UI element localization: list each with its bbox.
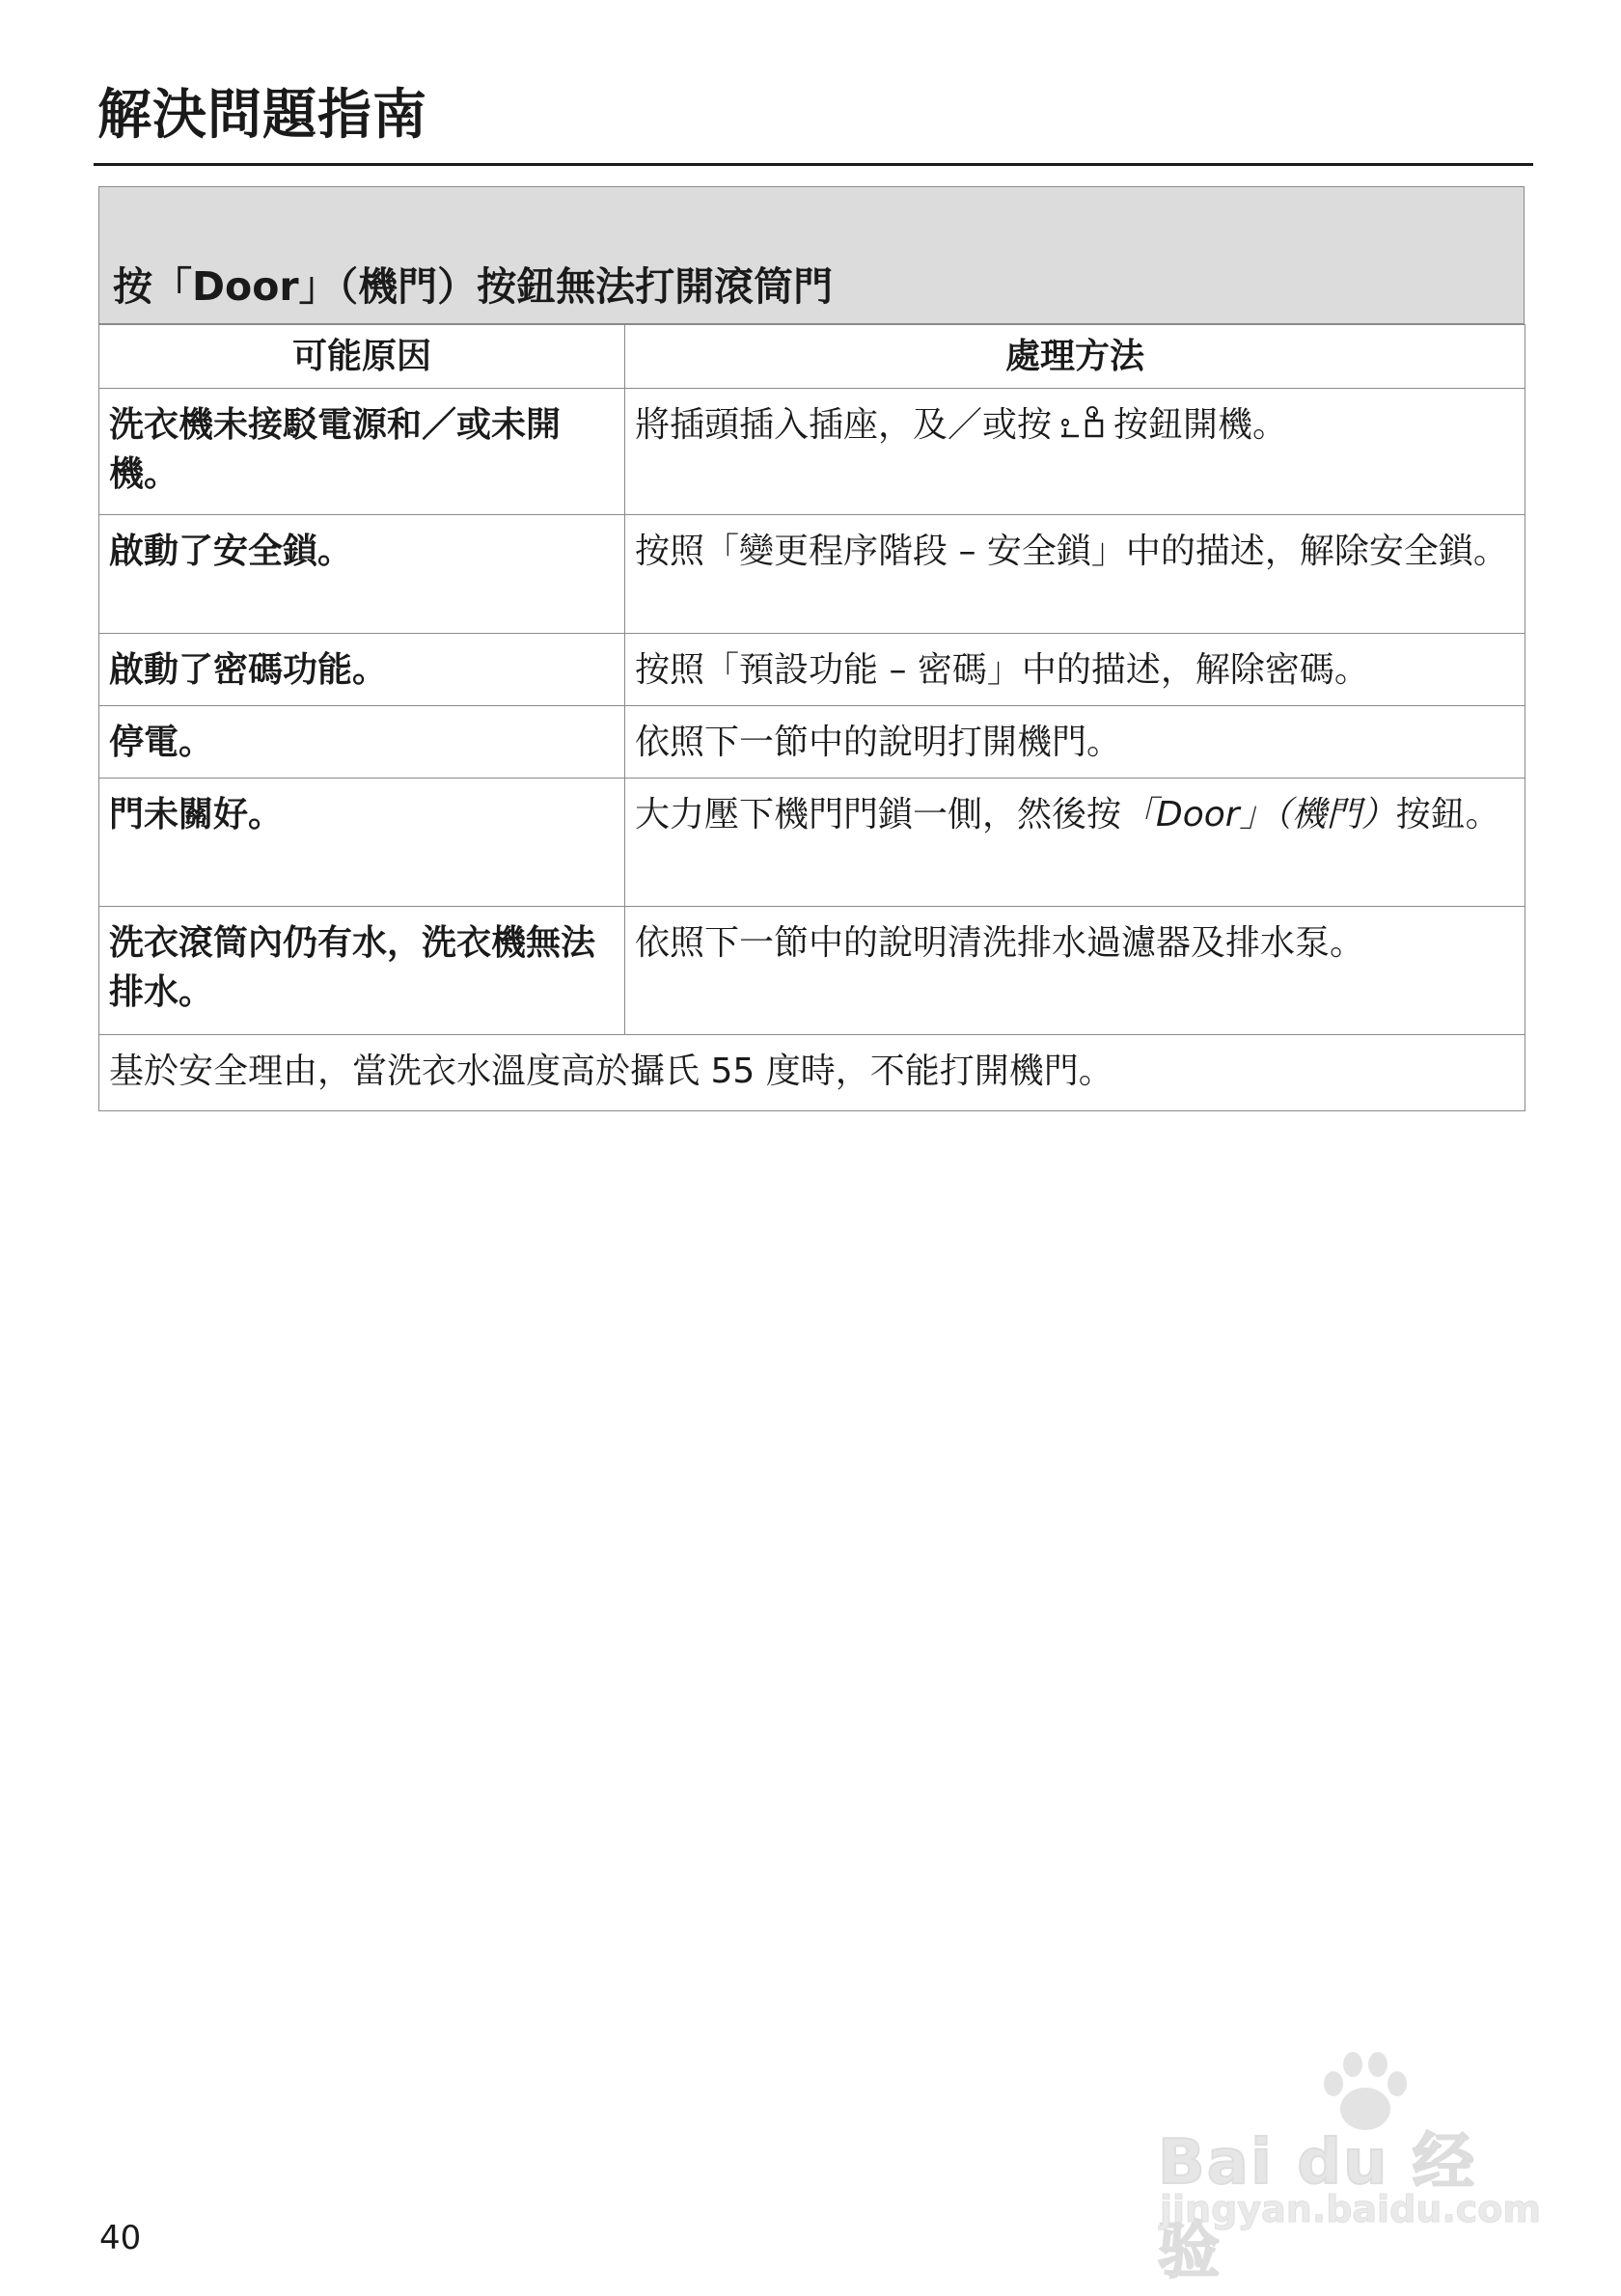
remedy-text-suffix: 按鈕開機。 <box>1113 405 1288 445</box>
remedy-text-suffix: 按鈕。 <box>1395 795 1500 834</box>
page-title: 解決問題指南 <box>97 84 427 147</box>
watermark-url: jingyan.baidu.com <box>1160 2188 1541 2230</box>
section-heading: 按「Door」（機門）按鈕無法打開滾筒門 <box>113 263 834 310</box>
remedy-cell <box>625 779 1525 907</box>
remedy-text: 將插頭插入插座，及／或按 <box>635 405 1053 445</box>
cause-cell: 停電。 <box>99 706 625 779</box>
table-row <box>99 634 1525 706</box>
cause-cell: 門未關好。 <box>99 779 625 907</box>
watermark <box>1148 2045 1541 2287</box>
power-button-icon <box>1058 403 1108 442</box>
remedy-cell: 按照「預設功能 – 密碼」中的描述，解除密碼。 <box>625 634 1525 706</box>
cause-cell: 啟動了密碼功能。 <box>99 634 625 706</box>
cause-cell: 洗衣滾筒內仍有水，洗衣機無法排水。 <box>99 907 625 1035</box>
column-header-remedy: 處理方法 <box>625 325 1525 389</box>
remedy-cell: 依照下一節中的說明打開機門。 <box>625 706 1525 779</box>
page-number: 40 <box>99 2219 142 2257</box>
table-row <box>99 706 1525 779</box>
troubleshooting-table <box>98 324 1525 1111</box>
door-button-reference: 「Door」（機門） <box>1121 795 1396 834</box>
cause-cell: 洗衣機未接駁電源和／或未開機。 <box>99 389 625 515</box>
title-divider <box>94 163 1533 166</box>
table-row <box>99 515 1525 634</box>
table-row <box>99 389 1525 515</box>
table-row <box>99 779 1525 907</box>
table-row <box>99 907 1525 1035</box>
remedy-text: 大力壓下機門門鎖一側，然後按 <box>635 795 1122 834</box>
safety-note: 基於安全理由，當洗衣水溫度高於攝氏 55 度時，不能打開機門。 <box>99 1035 1525 1111</box>
remedy-cell: 依照下一節中的說明清洗排水過濾器及排水泵。 <box>625 907 1525 1035</box>
table-header-row <box>99 325 1525 389</box>
table-note-row <box>99 1035 1525 1111</box>
section-header-box <box>98 186 1525 324</box>
watermark-logo-text: Bai du 经验 <box>1158 2127 1476 2287</box>
cause-cell: 啟動了安全鎖。 <box>99 515 625 634</box>
remedy-cell: 按照「變更程序階段 – 安全鎖」中的描述，解除安全鎖。 <box>625 515 1525 634</box>
column-header-cause: 可能原因 <box>99 325 625 389</box>
remedy-cell <box>625 389 1525 515</box>
